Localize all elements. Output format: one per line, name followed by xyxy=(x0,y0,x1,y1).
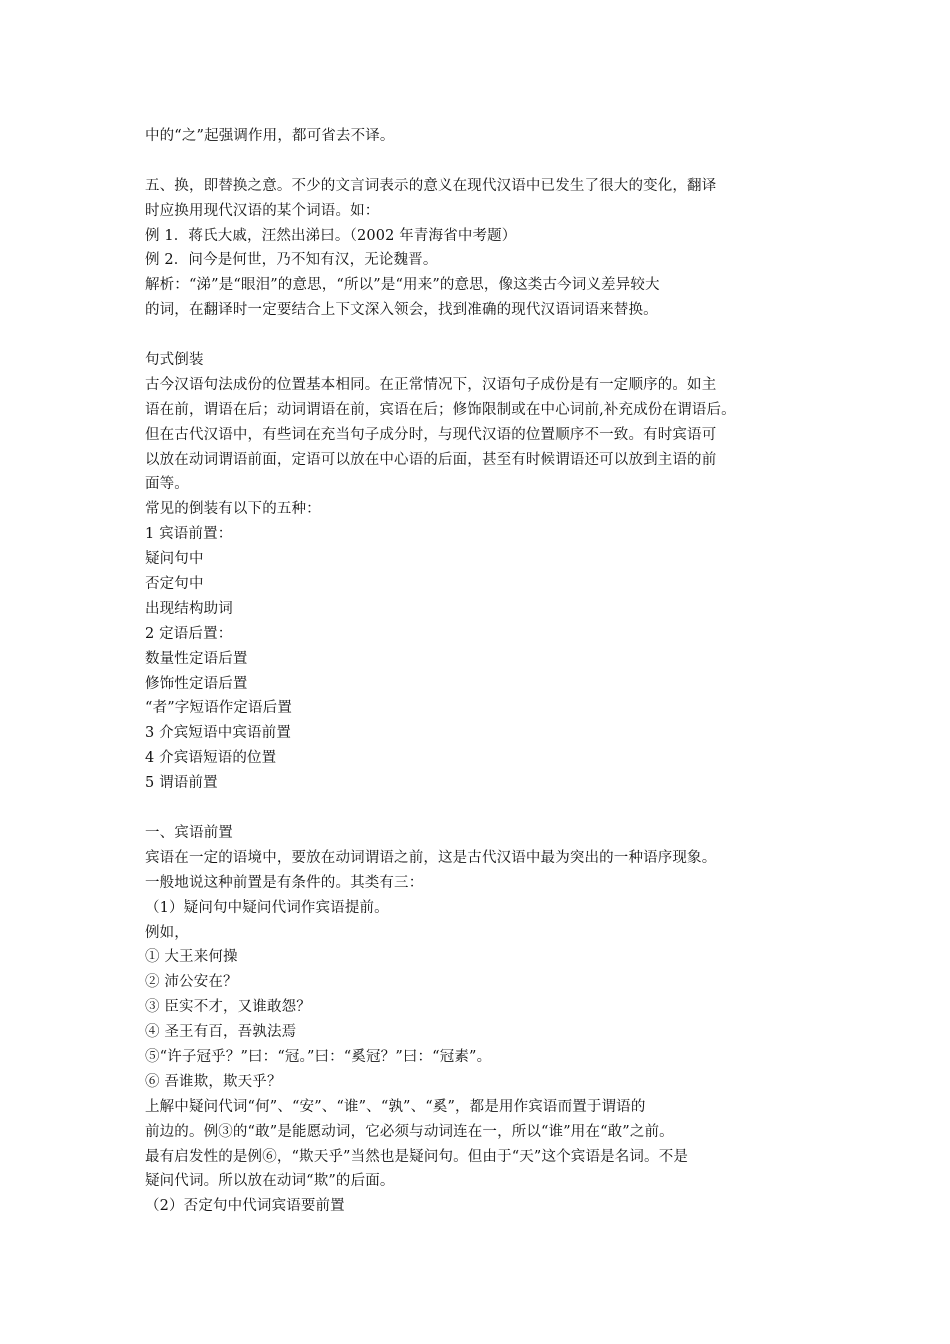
text-line: 面等。 xyxy=(145,476,189,493)
example-item: ⑥ 吾谁欺，欺天乎？ xyxy=(145,1073,282,1090)
text-line: 疑问代词。所以放在动词“欺”的后面。 xyxy=(145,1173,395,1190)
blank-line xyxy=(145,323,810,348)
example-item: ④ 圣王有百，吾孰法焉 xyxy=(145,1024,297,1041)
text-line: 时应换用现代汉语的某个词语。如： xyxy=(145,202,380,219)
text-line: 一般地说这种前置是有条件的。其类有三： xyxy=(145,874,424,891)
list-item: 2 定语后置： xyxy=(145,625,233,642)
list-item: 1 宾语前置： xyxy=(145,526,233,543)
paragraph-block-2 xyxy=(145,174,810,323)
text-line: 中的“之”起强调作用，都可省去不译。 xyxy=(145,128,395,144)
text-line: 五、换，即替换之意。不少的文言词表示的意义在现代汉语中已发生了很大的变化，翻译 xyxy=(145,177,717,194)
text-line: 常见的倒装有以下的五种： xyxy=(145,501,321,518)
document-page xyxy=(145,124,810,1219)
list-item: 数量性定语后置 xyxy=(145,650,248,667)
list-item: 4 介宾语短语的位置 xyxy=(145,750,277,767)
text-line: （1）疑问句中疑问代词作宾语提前。 xyxy=(145,899,389,916)
list-item: 出现结构助词 xyxy=(145,600,233,617)
text-line: 上解中疑问代词“何”、“安”、“谁”、“孰”、“奚”，都是用作宾语而置于谓语的 xyxy=(145,1098,646,1115)
text-line: 例 2．问今是何世，乃不知有汉，无论魏晋。 xyxy=(145,252,438,269)
list-item: 3 介宾短语中宾语前置 xyxy=(145,725,291,742)
list-item: 疑问句中 xyxy=(145,551,204,568)
list-item: “者”字短语作定语后置 xyxy=(145,700,292,717)
text-line: （2）否定句中代词宾语要前置 xyxy=(145,1198,345,1215)
text-line: 宾语在一定的语境中，要放在动词谓语之前，这是古代汉语中最为突出的一种语序现象。 xyxy=(145,849,717,866)
text-line: 以放在动词谓语前面，定语可以放在中心语的后面，甚至有时候谓语还可以放到主语的前 xyxy=(145,451,717,468)
list-item: 5 谓语前置 xyxy=(145,775,218,792)
list-item: 修饰性定语后置 xyxy=(145,675,248,692)
text-line: 前边的。例③的“敢”是能愿动词，它必须与动词连在一，所以“谁”用在“敢”之前。 xyxy=(145,1123,674,1140)
example-item: ⑤“许子冠乎？”曰：“冠。”曰：“奚冠？”曰：“冠素”。 xyxy=(145,1048,492,1065)
blank-line xyxy=(145,796,810,821)
text-line: 最有启发性的是例⑥，“欺天乎”当然也是疑问句。但由于“天”这个宾语是名词。不是 xyxy=(145,1148,688,1165)
text-line: 的词，在翻译时一定要结合上下文深入领会，找到准确的现代汉语词语来替换。 xyxy=(145,302,658,319)
text-line: 解析：“涕”是“眼泪”的意思，“所以”是“用来”的意思，像这类古今词义差异较大 xyxy=(145,277,660,294)
paragraph-block-3 xyxy=(145,348,810,796)
section-heading: 句式倒装 xyxy=(145,352,204,369)
paragraph-block-4 xyxy=(145,821,810,1219)
example-item: ③ 臣实不才，又谁敢怨？ xyxy=(145,999,311,1016)
example-item: ② 沛公安在？ xyxy=(145,974,238,991)
blank-line xyxy=(145,149,810,174)
section-heading: 一、宾语前置 xyxy=(145,824,233,841)
text-line: 语在前，谓语在后；动词谓语在前，宾语在后；修饰限制或在中心词前,补充成份在谓语后。 xyxy=(145,401,736,418)
text-line: 例如， xyxy=(145,924,189,941)
text-line: 古今汉语句法成份的位置基本相同。在正常情况下，汉语句子成份是有一定顺序的。如主 xyxy=(145,376,717,393)
example-item: ① 大王来何操 xyxy=(145,949,238,966)
list-item: 否定句中 xyxy=(145,576,204,593)
paragraph-block-1 xyxy=(145,124,810,149)
text-line: 例 1．蒋氏大戚，汪然出涕曰。（2002 年青海省中考题） xyxy=(145,227,517,244)
text-line: 但在古代汉语中，有些词在充当句子成分时，与现代汉语的位置顺序不一致。有时宾语可 xyxy=(145,426,717,443)
